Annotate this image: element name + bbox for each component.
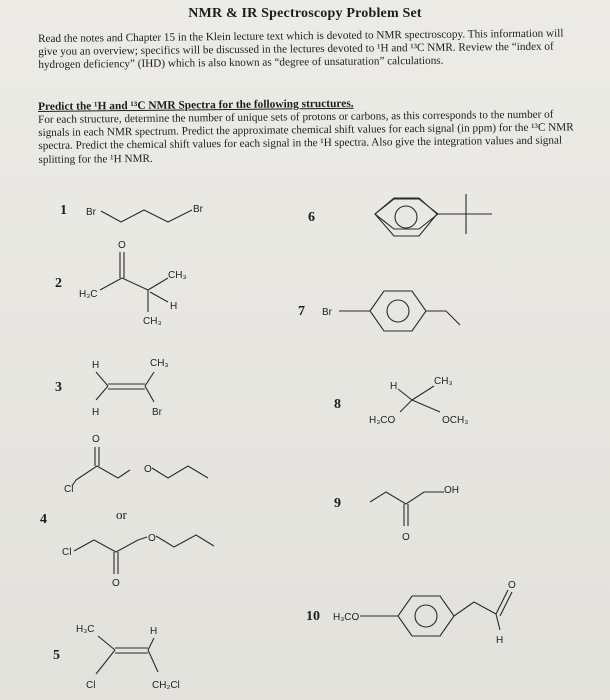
oxygen-label: O — [112, 578, 120, 589]
problem-number-3: 3 — [55, 380, 62, 395]
hydrogen-label: H — [92, 360, 100, 371]
structure-4b-ester — [62, 533, 214, 589]
oxygen-label: O — [118, 240, 126, 251]
methoxy-label: OCH₃ — [442, 415, 469, 426]
problem-number-10: 10 — [306, 609, 320, 624]
intro-paragraph: Read the notes and Chapter 15 in the Klein lecture text which is devoted to NMR spectroscopy. This information will give you an overview; specifics will be discussed in the lectures devoted to ¹H and ¹³C NMR. Review the “index of hydrogen deficiency” (IHD) which is also known as “degree of unsaturation” calculations. — [38, 27, 564, 71]
oxygen-label: O — [144, 464, 152, 475]
oxygen-label: O — [92, 434, 100, 445]
methyl-label: H₃C — [76, 624, 95, 635]
oxygen-label: O — [402, 532, 410, 543]
problem-number-1: 1 — [60, 203, 67, 218]
problem-number-7: 7 — [298, 304, 305, 319]
problem-number-9: 9 — [334, 496, 341, 511]
structure-5-chloroalkene — [76, 624, 180, 691]
structure-6-tert-butylbenzene — [375, 194, 492, 236]
oxygen-label: O — [148, 533, 156, 544]
bromine-label: Br — [193, 204, 203, 215]
or-label: or — [116, 507, 127, 522]
structure-9-hydroxyketone — [370, 485, 459, 543]
methyl-label: CH₃ — [150, 358, 169, 369]
hydrogen-label: H — [92, 407, 100, 418]
problem-number-8: 8 — [334, 397, 341, 412]
chlorine-label: Cl — [64, 484, 74, 495]
methoxy-label: H₃CO — [333, 612, 360, 623]
hydrogen-label: H — [496, 635, 504, 646]
chloromethyl-label: CH₂Cl — [152, 680, 180, 691]
structure-3-alkene — [92, 358, 169, 418]
bromine-label: Br — [86, 207, 96, 218]
problem-number-6: 6 — [308, 210, 315, 225]
problem-number-2: 2 — [55, 276, 62, 291]
bromine-label: Br — [152, 407, 162, 418]
structure-2-ketone — [79, 240, 187, 327]
structure-1-dibromobutane — [86, 204, 204, 222]
bromine-label: Br — [322, 307, 332, 318]
methyl-label: CH₃ — [434, 376, 453, 387]
hydrogen-label: H — [170, 301, 178, 312]
structure-7-bromoethylbenzene — [322, 291, 460, 331]
problem-number-4: 4 — [40, 512, 47, 527]
structure-4a-ester — [64, 434, 208, 495]
problem-number-5: 5 — [53, 648, 60, 663]
chlorine-label: Cl — [86, 680, 96, 691]
methyl-label: CH₃ — [168, 270, 187, 281]
hydroxyl-label: OH — [444, 485, 459, 496]
methoxy-label: H₃CO — [369, 415, 396, 426]
hydrogen-label: H — [390, 381, 398, 392]
methyl-label: CH₃ — [143, 316, 162, 327]
chlorine-label: Cl — [62, 547, 72, 558]
section-heading: Predict the ¹H and ¹³C NMR Spectra for the following structures. — [38, 97, 354, 113]
page-title: NMR & IR Spectroscopy Problem Set — [188, 6, 422, 21]
instructions-paragraph: For each structure, determine the number of unique sets of protons or carbons, as this corresponds to the number of signals in each NMR spectrum. Predict the approximate chemical shift values for each signal (in ppm) for the ¹³C NMR spectra. Predict the chemical shift values for each signal in the ¹H spectra. Also give the integration values and signal splitting for the ¹H NMR. — [38, 108, 574, 166]
structure-8-acetal — [369, 376, 468, 426]
hydrogen-label: H — [150, 626, 158, 637]
oxygen-label: O — [508, 580, 516, 591]
structure-10-aromatic-aldehyde — [333, 580, 516, 646]
methyl-label: H₃C — [79, 289, 98, 300]
